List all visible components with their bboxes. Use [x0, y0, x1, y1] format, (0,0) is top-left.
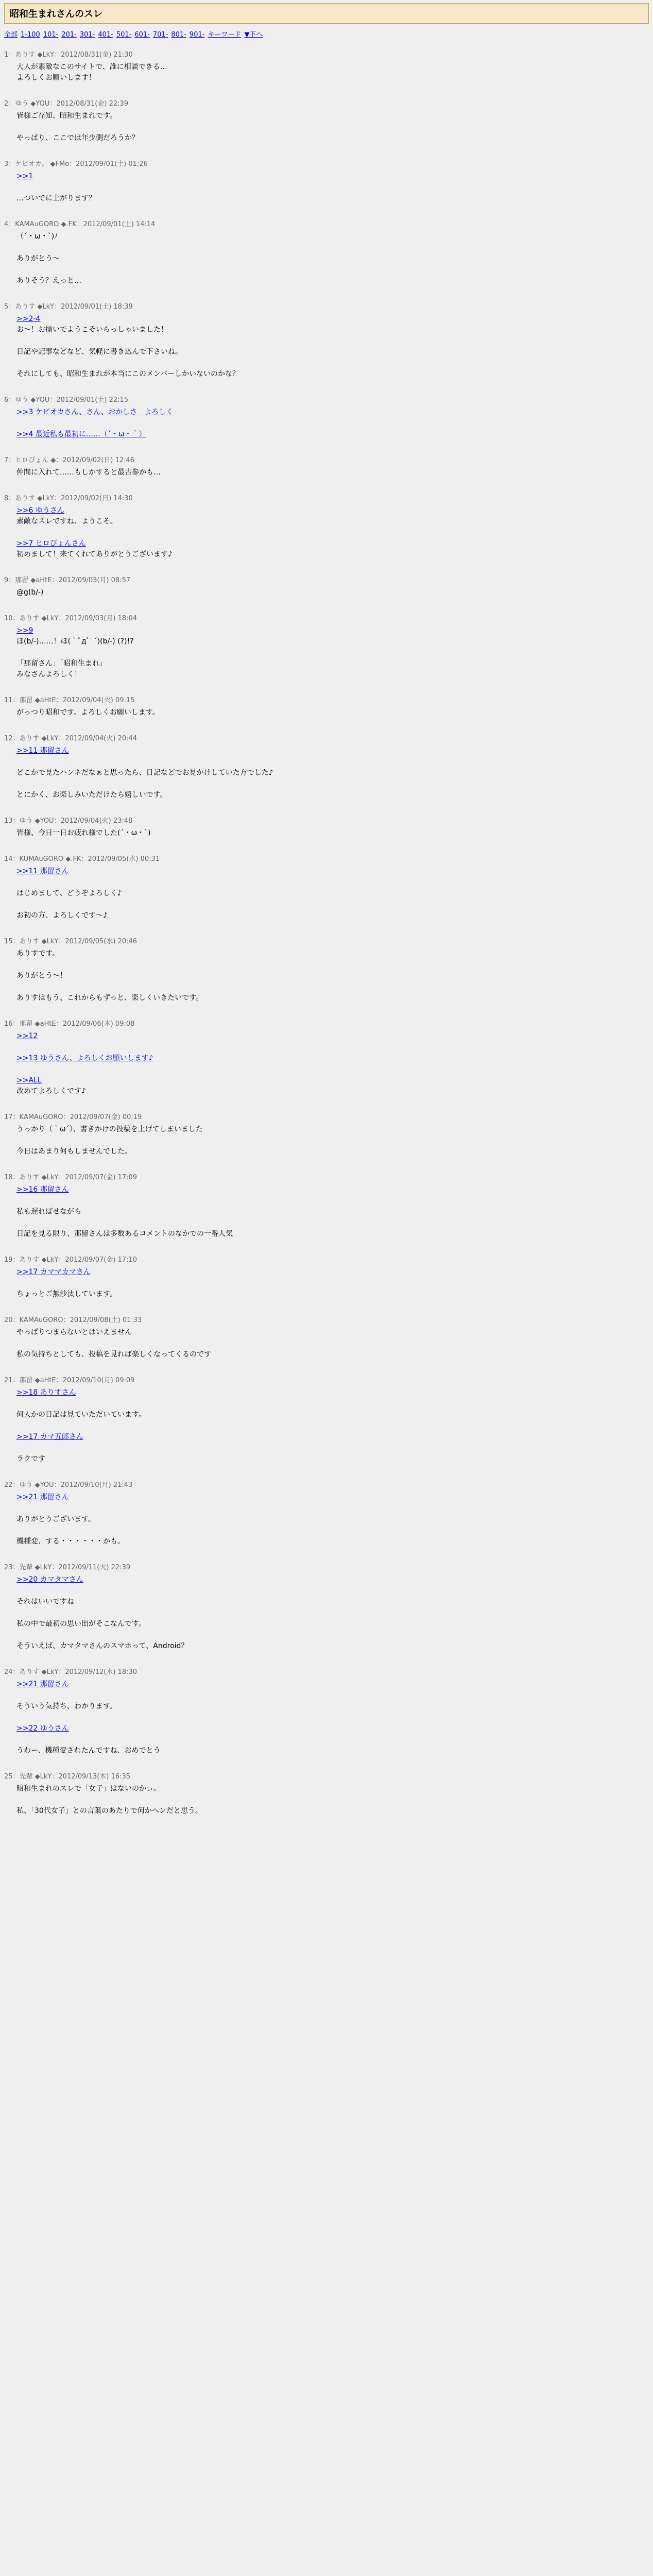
post [4, 49, 649, 83]
post-body [16, 1124, 649, 1157]
post-body [16, 111, 649, 144]
post-line: がっつり昭和です。よろしくお願いします。 [16, 708, 160, 717]
post-spacer [16, 182, 649, 193]
post-line: ありそう？えっと… [16, 277, 81, 285]
post-header: 17：KAMAuGORO：2012/09/07(金) 00:19 [4, 1113, 142, 1121]
post-spacer [16, 1607, 649, 1619]
post-header: 9：那留 ◆aHtE：2012/09/03(月) 08:57 [4, 577, 131, 584]
post-spacer [16, 647, 649, 658]
reply-anchor-link[interactable]: >>7 ヒロぴょんさん [16, 539, 86, 548]
post-body [16, 467, 649, 478]
post-header: 18：ありす ◆LkY：2012/09/07(金) 17:09 [4, 1174, 138, 1181]
post [4, 613, 649, 680]
post-line: 改めてよろしくです♪ [16, 1087, 86, 1095]
post-header: 3：ケビオカ。 ◆FMo：2012/09/01(土) 01:26 [4, 160, 148, 168]
post-header: 15：ありす ◆LkY：2012/09/05(水) 20:46 [4, 938, 138, 945]
post [4, 493, 649, 560]
post-body [16, 587, 649, 598]
reply-anchor-link[interactable]: >>11 那留さん [16, 867, 69, 875]
post-body [16, 1492, 649, 1547]
post-header: 16：那留 ◆aHtE：2012/09/06(木) 09:08 [4, 1020, 135, 1028]
post-line: うっかり（｀ω´）、書きかけの投稿を上げてしまいました [16, 1125, 203, 1133]
post-line: ありすです。 [16, 950, 60, 958]
post-line: やっぱり、ここでは年少側だろうか？ [16, 134, 139, 142]
post-body [16, 707, 649, 718]
post [4, 1771, 649, 1817]
post-header: 1：ありす ◆LkY：2012/08/31(金) 21:30 [4, 51, 133, 59]
reply-anchor-link[interactable]: >>21 那留さん [16, 1680, 69, 1688]
post [4, 1111, 649, 1157]
post-spacer [16, 242, 649, 253]
post-body [16, 1031, 649, 1097]
thread-title-box [4, 3, 649, 24]
post-line: 日記や記事などなど、気軽に書き込んで下さいね。 [16, 348, 182, 356]
post-spacer [16, 899, 649, 910]
post-header: 7：ヒロぴょん ◆：2012/09/02(日) 12:46 [4, 456, 135, 464]
reply-anchor-link[interactable]: >>17 カママカマさん [16, 1268, 91, 1276]
post-spacer [16, 1794, 649, 1806]
post-line: うわー、機種変されたんですね、おめでとう [16, 1747, 161, 1755]
nav-link[interactable]: 701- [152, 31, 168, 39]
post [4, 733, 649, 801]
post-line: ありがとう～ [16, 255, 60, 263]
thread-nav [4, 29, 649, 39]
post-body [16, 1679, 649, 1756]
post-line: ほ(b/-)……！ほ(｀ﾟд゜´)(b/-) (?)!? [16, 637, 134, 646]
reply-anchor-link[interactable]: >>4 最近私も最初に……（´・ω・｀） [16, 430, 146, 438]
post [4, 1562, 649, 1652]
post-spacer [16, 1064, 649, 1075]
post-line: よろしくお願いします！ [16, 74, 96, 82]
nav-link[interactable]: 101- [43, 31, 59, 39]
post-body [16, 1327, 649, 1360]
post-header: 19：ありす ◆LkY：2012/09/07(金) 17:10 [4, 1256, 138, 1264]
reply-anchor-link[interactable]: >>22 ゆうさん [16, 1724, 69, 1733]
post-body [16, 231, 649, 286]
post-spacer [16, 1135, 649, 1146]
post [4, 158, 649, 204]
post-header: 25：先輩 ◆LkY：2012/09/13(木) 16:35 [4, 1773, 131, 1781]
reply-anchor-link[interactable]: >>3 ケビオカさん、さん、おかしさ よろしく [16, 408, 174, 416]
post-line: 大人が素敵なこのサイトで、誰に相談できる… [16, 63, 167, 71]
post-spacer [16, 1042, 649, 1053]
post-spacer [16, 1712, 649, 1723]
post-line: やっぱりつまらないとはいえません [16, 1328, 132, 1336]
post-body [16, 505, 649, 560]
post-line: 「那留さん」「昭和生まれ」 [16, 659, 107, 668]
post-header: 6：ゆう ◆YOU：2012/09/01(土) 22:15 [4, 396, 129, 404]
post-spacer [16, 1734, 649, 1745]
post-header: 11：那留 ◆aHtE：2012/09/04(火) 09:15 [4, 697, 135, 704]
post-line: 仲間に入れて……もしかすると最古参かも… [16, 468, 161, 477]
post [4, 218, 649, 286]
post-spacer [16, 1443, 649, 1454]
post-spacer [16, 358, 649, 369]
post-header: 14：KUMAuGORO ◆.FK：2012/09/05(水) 00:31 [4, 855, 160, 863]
nav-link[interactable]: ▼下へ [244, 31, 263, 39]
post-header: 24：ありす ◆LkY：2012/09/12(水) 18:30 [4, 1668, 138, 1676]
post-spacer [16, 1630, 649, 1641]
post-spacer [16, 1338, 649, 1349]
post-spacer [16, 1585, 649, 1597]
post-line: お～！お揃いでようこそいらっしゃいました！ [16, 326, 168, 334]
post [4, 1172, 649, 1240]
nav-link[interactable]: 301- [79, 31, 95, 39]
post-header: 4：KAMAuGORO ◆.FK：2012/09/01(土) 14:14 [4, 221, 156, 228]
post-header: 5：ありす ◆LkY：2012/09/01(土) 18:39 [4, 303, 133, 311]
reply-anchor-link[interactable]: >>2-4 [16, 315, 41, 323]
post-spacer [16, 1525, 649, 1536]
post [4, 1254, 649, 1300]
post-body [16, 1784, 649, 1817]
post-header: 22：ゆう ◆YOU：2012/09/10(月) 21:43 [4, 1481, 133, 1489]
post-spacer [16, 418, 649, 429]
post-header: 10：ありす ◆LkY：2012/09/03(月) 18:04 [4, 615, 138, 622]
post-line: 皆様、今日一日お疲れ様でした(´・ω・`) [16, 829, 151, 837]
post-line: 何人かの日記は見ていただいています。 [16, 1411, 146, 1419]
post-header: 21：那留 ◆aHtE：2012/09/10(月) 09:09 [4, 1377, 135, 1384]
reply-anchor-link[interactable]: >>12 [16, 1032, 38, 1040]
post-line: ありがとうございます。 [16, 1515, 95, 1523]
post [4, 936, 649, 1004]
post-body [16, 625, 649, 680]
nav-link[interactable]: 501- [116, 31, 132, 39]
post-spacer [16, 1195, 649, 1207]
post-line: そういう気持ち、わかります。 [16, 1702, 117, 1710]
nav-link[interactable]: 1-100 [21, 31, 40, 39]
post-line: 素敵なスレですね、ようこそ。 [16, 517, 117, 526]
post-spacer [16, 122, 649, 133]
post-spacer [16, 959, 649, 971]
post [4, 1314, 649, 1360]
post [4, 1479, 649, 1547]
reply-anchor-link[interactable]: >>9 [16, 626, 33, 635]
post-line: みなさんよろしく！ [16, 670, 81, 679]
post [4, 98, 649, 144]
reply-anchor-link[interactable]: >>17 カマ五郎さん [16, 1433, 83, 1441]
nav-link[interactable]: キーワード [208, 31, 242, 39]
post-spacer [16, 778, 649, 790]
post-line: @g(b/-) [16, 588, 44, 597]
post-spacer [16, 1398, 649, 1410]
post-body [16, 1184, 649, 1240]
post-line: 私も遅ればせながら [16, 1208, 81, 1216]
post-line: どこかで見たハンネだなぁと思ったら、日記などでお見かけしていた方でした♪ [16, 769, 273, 777]
post-body [16, 407, 649, 440]
post-line: 皆様ご存知、昭和生まれです。 [16, 112, 117, 120]
post-header: 12：ありす ◆LkY：2012/09/04(火) 20:44 [4, 735, 138, 742]
post-line: そういえば、カマタマさんのスマホって、Android？ [16, 1642, 188, 1650]
post-header: 2：ゆう ◆YOU：2012/08/31(金) 22:39 [4, 100, 129, 108]
post-body [16, 948, 649, 1004]
post [4, 574, 649, 598]
nav-link[interactable]: 201- [61, 31, 77, 39]
post-spacer [16, 335, 649, 347]
post [4, 815, 649, 839]
post-line: （´・ω・`)ﾉ [16, 232, 58, 241]
reply-anchor-link[interactable]: >>1 [16, 172, 33, 180]
reply-anchor-link[interactable]: >>20 カマタマさん [16, 1575, 83, 1584]
nav-link[interactable]: 601- [134, 31, 150, 39]
reply-anchor-link[interactable]: >>ALL [16, 1076, 42, 1084]
post-line: 今日はあまり何もしませんでした。 [16, 1147, 132, 1156]
post-line: はじめまして、どうぞよろしく♪ [16, 889, 122, 897]
post [4, 394, 649, 440]
post-body [16, 1387, 649, 1465]
post-line: ラクです [16, 1455, 45, 1463]
post-body [16, 828, 649, 839]
post-line: とにかく、お楽しみいただけたら嬉しいです。 [16, 791, 167, 799]
post-header: 13：ゆう ◆YOU：2012/09/04(火) 23:48 [4, 817, 133, 825]
post-spacer [16, 527, 649, 538]
post [4, 1666, 649, 1756]
thread-title: 昭和生まれさんのスレ [10, 9, 102, 20]
post-line: 私、「30代女子」との言葉のあたりで何かヘンだと思う。 [16, 1807, 202, 1815]
post-line: 私の気持ちとしても、投稿を見れば楽しくなってくるのです [16, 1350, 211, 1359]
post-line: 昭和生まれのスレで「女子」はないのかぃ。 [16, 1785, 161, 1793]
post-body [16, 171, 649, 204]
post-line: 日記を見る限り、那留さんは多数あるコメントのなかでの一番人気 [16, 1230, 233, 1238]
post-spacer [16, 1420, 649, 1432]
post [4, 694, 649, 718]
post-body [16, 314, 649, 380]
post-header: 20：KAMAuGORO：2012/09/08(土) 01:33 [4, 1316, 142, 1324]
post-spacer [16, 1503, 649, 1514]
post-body [16, 62, 649, 83]
nav-link[interactable]: 801- [171, 31, 186, 39]
post [4, 301, 649, 380]
post-body [16, 745, 649, 801]
post-list [4, 49, 649, 1817]
reply-anchor-link[interactable]: >>11 那留さん [16, 747, 69, 755]
post-line: お初の方、よろしくです～♪ [16, 911, 108, 920]
post-line: それはいいですね [16, 1598, 74, 1606]
post-spacer [16, 756, 649, 768]
post-line: 私の中で最初の思い出がそこなんです。 [16, 1620, 146, 1628]
post [4, 454, 649, 478]
post-spacer [16, 264, 649, 276]
nav-link[interactable]: 401- [98, 31, 113, 39]
post [4, 853, 649, 921]
reply-anchor-link[interactable]: >>13 ゆうさん、よろしくお願いします♪ [16, 1054, 153, 1062]
post-line: ありすはもう、これからもずっと、楽しくいきたいです。 [16, 994, 203, 1002]
reply-anchor-link[interactable]: >>16 那留さん [16, 1185, 69, 1194]
post-header: 23：先輩 ◆LkY：2012/09/11(火) 22:39 [4, 1564, 131, 1571]
post-spacer [16, 1217, 649, 1229]
post-line: それにしても、昭和生まれが本当にこのメンバーしかいないのかな？ [16, 370, 240, 378]
nav-link[interactable]: 901- [189, 31, 205, 39]
post [4, 1018, 649, 1097]
reply-anchor-link[interactable]: >>6 ゆうさん [16, 506, 64, 515]
post-body [16, 1267, 649, 1300]
post-body [16, 866, 649, 921]
post-header: 8：ありす ◆LkY：2012/09/02(日) 14:30 [4, 495, 133, 502]
reply-anchor-link[interactable]: >>18 ありすさん [16, 1388, 76, 1397]
post-line: ちょっとご無沙汰しています。 [16, 1290, 117, 1298]
post-spacer [16, 1690, 649, 1701]
post-body [16, 1574, 649, 1652]
post-spacer [16, 877, 649, 888]
post-spacer [16, 1278, 649, 1289]
post-spacer [16, 981, 649, 993]
post [4, 1375, 649, 1465]
post-line: …ついでに上がります？ [16, 194, 96, 202]
post-line: 機種変、する・・・・・・かも。 [16, 1537, 125, 1546]
reply-anchor-link[interactable]: >>21 那留さん [16, 1493, 69, 1501]
nav-link[interactable]: 全部 [4, 31, 18, 39]
post-line: ありがとう～！ [16, 972, 67, 980]
post-line: 初めまして！来てくれてありがとうございます♪ [16, 550, 173, 558]
